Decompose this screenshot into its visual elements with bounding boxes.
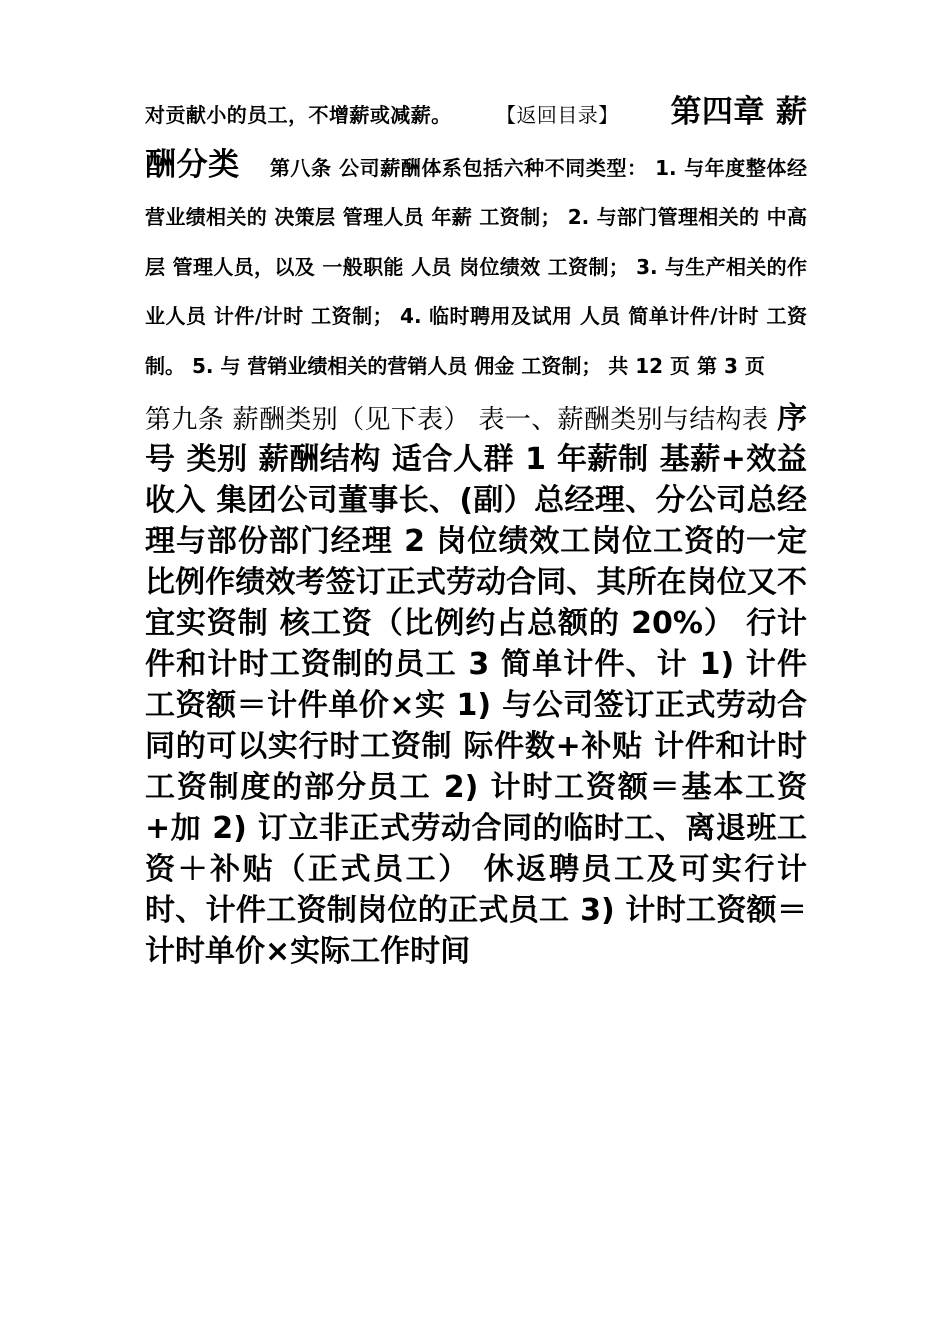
article-8-text: 第八条 公司薪酬体系包括六种不同类型： 1. 与年度整体经营业绩相关的 决策层 管理人员 年薪 工资制； 2. 与部门管理相关的 中高层 管理人员，以及 一般职能 人员 岗位绩效 工资制； 3. 与生产相关的作业人员 计件/计时 工资制； 4. 临时聘用及试用 人员 简单计件/计时 工资制。 5. 与 营销业绩相关的营销人员 佣金 工资制； 共 12 页 第 3 页 — [145, 155, 807, 378]
back-to-toc-link[interactable]: 【返回目录】 — [496, 103, 619, 127]
chapter-title: 第四章 薪酬分类 — [145, 94, 808, 183]
article-9-text: 第九条 薪酬类别（见下表） 表一、薪酬类别与结构表 — [145, 405, 777, 435]
paragraph-chapter-4 — [145, 88, 807, 391]
salary-table-text: 序号 类别 薪酬结构 适合人群 1 年薪制 基薪+效益收入 集团公司董事长、(副）总经理、分公司总经理与部份部门经理 2 岗位绩效工岗位工资的一定比例作绩效考签订正式劳动合同、其所在岗位又不宜实资制 核工资（比例约占总额的 20%） 行计件和计时工资制的员工 3 简单计件、计 1) 计件工资额＝计件单价×实 1) 与公司签订正式劳动合同的可以实行时工资制 际件数+补贴 计件和计时工资制度的部分员工 2) 计时工资额＝基本工资+加 2) 订立非正式劳动合同的临时工、离退班工资＋补贴（正式员工） 休返聘员工及可实行计时、计件工资制岗位的正式员工 3) 计时工资额＝计时单价×实际工作时间 — [145, 401, 807, 969]
document-page — [145, 88, 807, 973]
paragraph-article-9 — [145, 399, 807, 973]
intro-text: 对贡献小的员工，不增薪或减薪。 — [145, 103, 452, 127]
